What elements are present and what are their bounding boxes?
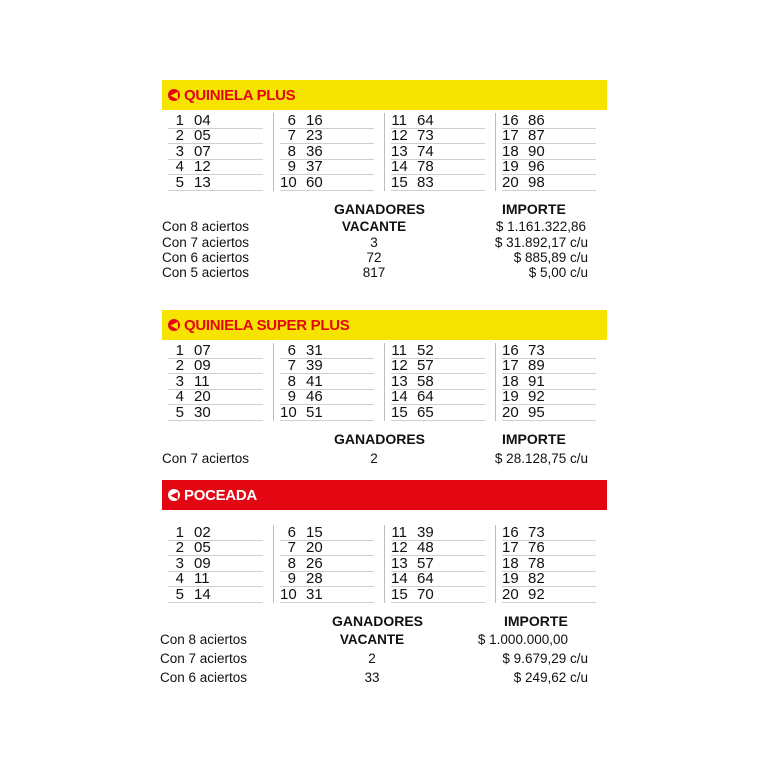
position: 9 bbox=[287, 158, 296, 175]
position: 6 bbox=[287, 523, 296, 541]
drawn-number: 58 bbox=[417, 372, 434, 390]
drawn-number: 64 bbox=[417, 570, 434, 587]
drawn-number: 76 bbox=[528, 539, 545, 556]
quiniela-plus-banner bbox=[162, 80, 607, 110]
drawn-number: 02 bbox=[194, 523, 211, 541]
position: 20 bbox=[502, 403, 519, 421]
position: 7 bbox=[287, 357, 296, 374]
prize-winners: 33 bbox=[364, 669, 380, 685]
poceada-section bbox=[162, 480, 607, 693]
drawn-number: 73 bbox=[417, 127, 434, 144]
number-row bbox=[280, 129, 374, 145]
number-row bbox=[502, 541, 596, 557]
position: 14 bbox=[391, 158, 408, 175]
amount-header: IMPORTE bbox=[504, 612, 568, 629]
numbers-column bbox=[384, 343, 495, 421]
winners-header: GANADORES bbox=[334, 200, 426, 217]
position: 1 bbox=[175, 341, 184, 359]
drawn-number: 73 bbox=[528, 341, 545, 359]
number-row bbox=[502, 405, 596, 421]
position: 15 bbox=[391, 403, 408, 421]
prize-winners: VACANTE bbox=[341, 218, 407, 234]
prize-winners: 2 bbox=[370, 450, 378, 466]
number-row bbox=[280, 175, 374, 191]
drawn-number: 30 bbox=[194, 403, 211, 421]
drawn-number: 91 bbox=[528, 372, 545, 390]
drawn-number: 64 bbox=[417, 388, 434, 405]
drawn-number: 60 bbox=[306, 173, 323, 191]
drawn-number: 09 bbox=[194, 357, 211, 374]
number-row bbox=[280, 572, 374, 588]
number-row bbox=[502, 587, 596, 603]
drawn-number: 92 bbox=[528, 585, 545, 603]
drawn-number: 36 bbox=[306, 142, 323, 160]
drawn-number: 83 bbox=[417, 173, 434, 191]
position: 12 bbox=[391, 357, 408, 374]
drawn-number: 74 bbox=[417, 142, 434, 160]
position: 16 bbox=[502, 341, 519, 359]
numbers-column bbox=[384, 525, 495, 603]
prize-amount: $ 1.161.322,86 bbox=[495, 218, 586, 234]
prize-amount: $ 28.128,75 c/u bbox=[494, 450, 588, 466]
position: 20 bbox=[502, 585, 519, 603]
position: 17 bbox=[502, 539, 519, 556]
prize-label: Con 6 aciertos bbox=[162, 249, 250, 265]
drawn-number: 46 bbox=[306, 388, 323, 405]
position: 11 bbox=[391, 341, 407, 359]
drawn-number: 39 bbox=[306, 357, 323, 374]
position: 20 bbox=[502, 173, 519, 191]
position: 13 bbox=[391, 554, 408, 572]
drawn-number: 48 bbox=[417, 539, 434, 556]
position: 16 bbox=[502, 111, 519, 129]
arrow-left-icon: ◀ bbox=[168, 489, 180, 501]
drawn-number: 90 bbox=[528, 142, 545, 160]
position: 19 bbox=[502, 388, 519, 405]
number-row bbox=[168, 129, 263, 145]
arrow-left-icon: ◀ bbox=[168, 89, 180, 101]
drawn-number: 57 bbox=[417, 554, 434, 572]
position: 18 bbox=[502, 372, 519, 390]
position: 11 bbox=[391, 523, 407, 541]
drawn-number: 82 bbox=[528, 570, 545, 587]
prize-results bbox=[162, 613, 607, 693]
drawn-number: 87 bbox=[528, 127, 545, 144]
number-row bbox=[168, 587, 263, 603]
drawn-number: 26 bbox=[306, 554, 323, 572]
number-row bbox=[168, 160, 263, 176]
position: 10 bbox=[280, 585, 297, 603]
drawn-number: 14 bbox=[194, 585, 211, 603]
drawn-number: 39 bbox=[417, 523, 434, 541]
prize-label: Con 7 aciertos bbox=[162, 450, 250, 466]
prize-amount: $ 31.892,17 c/u bbox=[494, 234, 588, 250]
drawn-number: 04 bbox=[194, 111, 211, 129]
position: 18 bbox=[502, 142, 519, 160]
poceada-banner bbox=[162, 480, 607, 510]
position: 8 bbox=[287, 372, 296, 390]
prize-amount: $ 5,00 c/u bbox=[528, 264, 588, 280]
winners-header: GANADORES bbox=[334, 430, 426, 447]
prize-winners: 817 bbox=[362, 264, 386, 280]
position: 12 bbox=[391, 539, 408, 556]
numbers-column bbox=[495, 525, 606, 603]
position: 17 bbox=[502, 127, 519, 144]
number-row bbox=[168, 390, 263, 406]
position: 8 bbox=[287, 554, 296, 572]
prize-winners: 2 bbox=[368, 650, 376, 666]
drawn-number: 96 bbox=[528, 158, 545, 175]
drawn-number: 16 bbox=[306, 111, 323, 129]
number-row bbox=[502, 129, 596, 145]
number-row bbox=[502, 390, 596, 406]
amount-header: IMPORTE bbox=[502, 200, 566, 217]
drawn-number: 05 bbox=[194, 539, 211, 556]
position: 15 bbox=[391, 585, 408, 603]
drawn-number: 78 bbox=[528, 554, 545, 572]
numbers-column bbox=[273, 525, 384, 603]
drawn-number: 95 bbox=[528, 403, 545, 421]
position: 7 bbox=[287, 127, 296, 144]
position: 2 bbox=[175, 539, 184, 556]
position: 18 bbox=[502, 554, 519, 572]
position: 10 bbox=[280, 173, 297, 191]
position: 3 bbox=[175, 372, 184, 390]
number-row bbox=[391, 129, 485, 145]
prize-label: Con 5 aciertos bbox=[162, 264, 250, 280]
position: 19 bbox=[502, 158, 519, 175]
number-row bbox=[391, 405, 485, 421]
position: 4 bbox=[175, 570, 184, 587]
drawn-number: 05 bbox=[194, 127, 211, 144]
arrow-left-icon: ◀ bbox=[168, 319, 180, 331]
drawn-number: 12 bbox=[194, 158, 211, 175]
number-row bbox=[280, 359, 374, 375]
drawn-number: 15 bbox=[306, 523, 323, 541]
amount-header: IMPORTE bbox=[502, 430, 566, 447]
position: 1 bbox=[175, 111, 184, 129]
number-row bbox=[502, 175, 596, 191]
drawn-number: 31 bbox=[306, 341, 323, 359]
position: 10 bbox=[280, 403, 297, 421]
number-row bbox=[502, 160, 596, 176]
drawn-number: 92 bbox=[528, 388, 545, 405]
prize-label: Con 7 aciertos bbox=[160, 650, 248, 666]
position: 13 bbox=[391, 372, 408, 390]
number-row bbox=[168, 359, 263, 375]
section-title: QUINIELA SUPER PLUS bbox=[184, 316, 350, 334]
drawn-number: 11 bbox=[194, 372, 210, 390]
number-row bbox=[391, 541, 485, 557]
position: 4 bbox=[175, 158, 184, 175]
number-row bbox=[168, 175, 263, 191]
numbers-grid bbox=[162, 343, 607, 421]
position: 5 bbox=[175, 585, 184, 603]
position: 3 bbox=[175, 554, 184, 572]
position: 7 bbox=[287, 539, 296, 556]
numbers-column bbox=[384, 113, 495, 191]
number-row bbox=[391, 390, 485, 406]
section-title: POCEADA bbox=[184, 486, 257, 504]
position: 9 bbox=[287, 388, 296, 405]
prize-label: Con 7 aciertos bbox=[162, 234, 250, 250]
number-row bbox=[391, 587, 485, 603]
drawn-number: 13 bbox=[194, 173, 211, 191]
drawn-number: 65 bbox=[417, 403, 434, 421]
prize-amount: $ 9.679,29 c/u bbox=[502, 650, 588, 666]
numbers-column bbox=[495, 343, 606, 421]
numbers-column bbox=[162, 525, 273, 603]
drawn-number: 37 bbox=[306, 158, 323, 175]
prize-amount: $ 1.000.000,00 bbox=[477, 631, 568, 647]
drawn-number: 28 bbox=[306, 570, 323, 587]
position: 6 bbox=[287, 341, 296, 359]
number-row bbox=[502, 359, 596, 375]
position: 1 bbox=[175, 523, 184, 541]
prize-winners: 72 bbox=[366, 249, 382, 265]
position: 12 bbox=[391, 127, 408, 144]
number-row bbox=[391, 175, 485, 191]
numbers-column bbox=[495, 113, 606, 191]
drawn-number: 86 bbox=[528, 111, 545, 129]
prize-winners: 3 bbox=[370, 234, 378, 250]
number-row bbox=[280, 587, 374, 603]
position: 14 bbox=[391, 570, 408, 587]
position: 8 bbox=[287, 142, 296, 160]
position: 11 bbox=[391, 111, 407, 129]
section-title: QUINIELA PLUS bbox=[184, 86, 296, 104]
position: 19 bbox=[502, 570, 519, 587]
prize-results bbox=[162, 201, 607, 291]
number-row bbox=[502, 572, 596, 588]
position: 14 bbox=[391, 388, 408, 405]
drawn-number: 51 bbox=[306, 403, 323, 421]
numbers-column bbox=[273, 343, 384, 421]
drawn-number: 07 bbox=[194, 142, 211, 160]
numbers-column bbox=[162, 113, 273, 191]
drawn-number: 11 bbox=[194, 570, 210, 587]
drawn-number: 57 bbox=[417, 357, 434, 374]
drawn-number: 70 bbox=[417, 585, 434, 603]
position: 15 bbox=[391, 173, 408, 191]
position: 6 bbox=[287, 111, 296, 129]
drawn-number: 78 bbox=[417, 158, 434, 175]
number-row bbox=[168, 541, 263, 557]
position: 13 bbox=[391, 142, 408, 160]
number-row bbox=[280, 541, 374, 557]
drawn-number: 41 bbox=[306, 372, 323, 390]
numbers-grid bbox=[162, 113, 607, 191]
drawn-number: 64 bbox=[417, 111, 434, 129]
drawn-number: 52 bbox=[417, 341, 434, 359]
position: 16 bbox=[502, 523, 519, 541]
numbers-column bbox=[273, 113, 384, 191]
quiniela-super-plus-banner bbox=[162, 310, 607, 340]
drawn-number: 07 bbox=[194, 341, 211, 359]
number-row bbox=[391, 572, 485, 588]
winners-header: GANADORES bbox=[332, 612, 424, 629]
quiniela-super-plus-section bbox=[162, 310, 607, 471]
prize-label: Con 8 aciertos bbox=[160, 631, 248, 647]
drawn-number: 23 bbox=[306, 127, 323, 144]
drawn-number: 20 bbox=[194, 388, 211, 405]
position: 2 bbox=[175, 357, 184, 374]
position: 5 bbox=[175, 403, 184, 421]
prize-amount: $ 885,89 c/u bbox=[513, 249, 588, 265]
position: 5 bbox=[175, 173, 184, 191]
drawn-number: 89 bbox=[528, 357, 545, 374]
prize-winners: VACANTE bbox=[339, 631, 405, 647]
prize-amount: $ 249,62 c/u bbox=[513, 669, 588, 685]
prize-label: Con 8 aciertos bbox=[162, 218, 250, 234]
number-row bbox=[168, 572, 263, 588]
position: 4 bbox=[175, 388, 184, 405]
quiniela-plus-section bbox=[162, 80, 607, 291]
number-row bbox=[280, 160, 374, 176]
number-row bbox=[391, 160, 485, 176]
prize-results bbox=[162, 431, 607, 471]
position: 2 bbox=[175, 127, 184, 144]
drawn-number: 09 bbox=[194, 554, 211, 572]
prize-label: Con 6 aciertos bbox=[160, 669, 248, 685]
drawn-number: 73 bbox=[528, 523, 545, 541]
position: 3 bbox=[175, 142, 184, 160]
drawn-number: 98 bbox=[528, 173, 545, 191]
position: 17 bbox=[502, 357, 519, 374]
number-row bbox=[280, 390, 374, 406]
number-row bbox=[280, 405, 374, 421]
drawn-number: 20 bbox=[306, 539, 323, 556]
position: 9 bbox=[287, 570, 296, 587]
drawn-number: 31 bbox=[306, 585, 323, 603]
numbers-column bbox=[162, 343, 273, 421]
number-row bbox=[391, 359, 485, 375]
numbers-grid bbox=[162, 525, 607, 603]
number-row bbox=[168, 405, 263, 421]
